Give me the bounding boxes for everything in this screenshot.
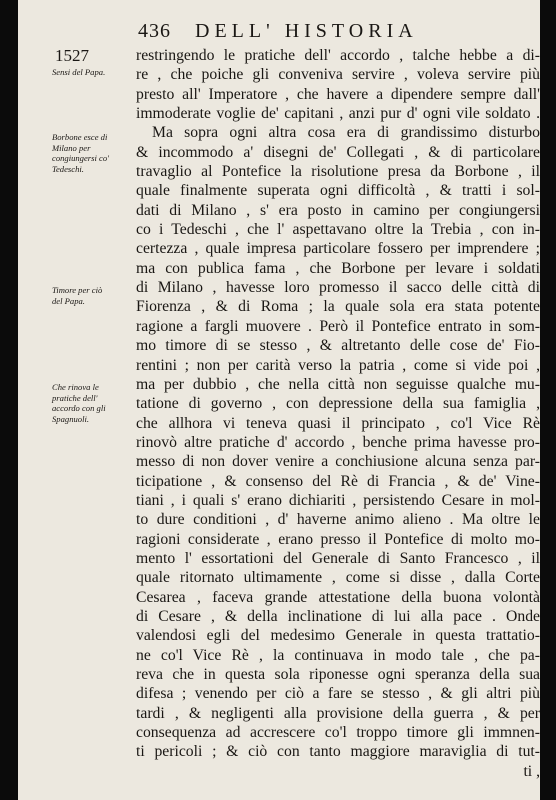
text-line: consequenza ad accrescere co'l troppo timore gli immnen-	[136, 724, 540, 742]
text-line: co i Tedeschi , che l' aspettavano oltre la Trebia , con in-	[136, 221, 540, 239]
book-page	[18, 0, 540, 800]
text-line: rinovò altre pratiche d' accordo , benche prima havesse pro-	[136, 433, 540, 451]
margin-note-1: Sensi del Papa.	[52, 67, 106, 77]
text-line: quale ritornato ultimamente , come si disse , dalla Corte	[136, 569, 540, 587]
margin-note-3: Timore per ciò del Papa.	[52, 285, 103, 306]
text-line: ragione a fargli muovere . Però il Pontefice entrato in som-	[136, 317, 540, 335]
text-line: tardi , & negligenti alla provisione della guerra , & per	[136, 704, 540, 722]
margin-year: 1527	[55, 46, 89, 65]
text-line: Cesarea , faceva grande attestatione della buona volontà	[136, 588, 540, 606]
text-line: Ma sopra ogni altra cosa era di grandissimo disturbo	[152, 124, 540, 142]
text-line: di Milano , havesse loro promesso il sacco delle città di	[136, 279, 540, 297]
text-line: ma con publica fama , che Borbone per levare i soldati	[136, 259, 540, 277]
text-line: tiani , i quali s' erano dichiariti , persistendo Cesare in mol-	[136, 491, 540, 509]
page-header	[18, 18, 540, 46]
text-line: ragioni considerate , erano presso il Pontefice di molto mo-	[136, 530, 540, 548]
text-line: & incommodo a' disegni de' Collegati , & di particolare	[136, 143, 540, 161]
text-line: che allhora vi teneva quasi il principato , co'l Vice Rè	[136, 414, 540, 432]
text-line: difesa ; venendo per ciò a fare se stesso , & gli altri più	[136, 685, 540, 703]
text-line: quale finalmente superata ogni difficoltà , & tratti i sol-	[136, 182, 540, 200]
text-line: valendosi egli del medesimo Generale in questa trattatio-	[136, 627, 540, 645]
text-line: Fiorenza , & di Roma ; la quale sola era stata potente	[136, 298, 540, 316]
text-line: messo di non dover venire a conchiusione alcuna senza par-	[136, 453, 540, 471]
text-line: tatione di governo , con depressione della sua famiglia ,	[136, 395, 540, 413]
margin-note-4: Che rinova le pratiche dell' accordo con gli Spagnuoli.	[52, 382, 106, 424]
text-line: restringendo le pratiche dell' accordo , talche hebbe a di-	[136, 47, 540, 64]
text-line: immoderate voglie de' capitani , anzi pur d' ogni vile soldato .	[136, 105, 540, 123]
text-line: rentini ; non per carità verso la patria , come si vide poi ,	[136, 356, 540, 374]
text-line: presto all' Imperatore , che havere a dipendere sempre dall'	[136, 85, 540, 103]
margin-note-2: Borbone esce di Milano per congiungersi co' Tedeschi.	[52, 132, 109, 174]
text-line: dati di Milano , s' era posto in camino per congiungersi	[136, 201, 540, 219]
text-line: di Cesare , & della inclinatione di lui alla pace . Onde	[136, 607, 540, 625]
text-line: ti ,	[523, 762, 540, 780]
text-line: to dure conditioni , d' haverne animo alieno . Ma oltre le	[136, 511, 540, 529]
text-line: travaglio al Pontefice la risolutione presa da Borbone , il	[136, 163, 540, 181]
text-line: ti pericoli ; & ciò con tanto maggiore maraviglia di tut-	[136, 743, 540, 761]
page-number: 436	[138, 20, 171, 42]
text-line: reva che in questa sola riponesse ogni speranza della sua	[136, 666, 540, 683]
text-line: ticipatione , & consenso del Rè di Francia , & de' Vine-	[136, 472, 540, 490]
body-text	[136, 46, 540, 781]
text-line: ma per dubbio , che nella città non seguisse qualche mu-	[136, 375, 540, 393]
running-title: DELL' HISTORIA	[195, 20, 418, 42]
text-line: certezza , quale impresa particolare fossero per imprendere ;	[136, 240, 540, 258]
text-line: mo timore di se stesso , & altretanto delle cose de' Fio-	[136, 337, 540, 355]
text-line: mento l' essortationi del Generale di Santo Francesco , il	[136, 549, 540, 567]
text-line: re , che poiche gli conveniva servire , voleva servire più	[136, 66, 540, 84]
text-line: ne co'l Vice Rè , la continuava in modo tale , che pa-	[136, 646, 540, 664]
